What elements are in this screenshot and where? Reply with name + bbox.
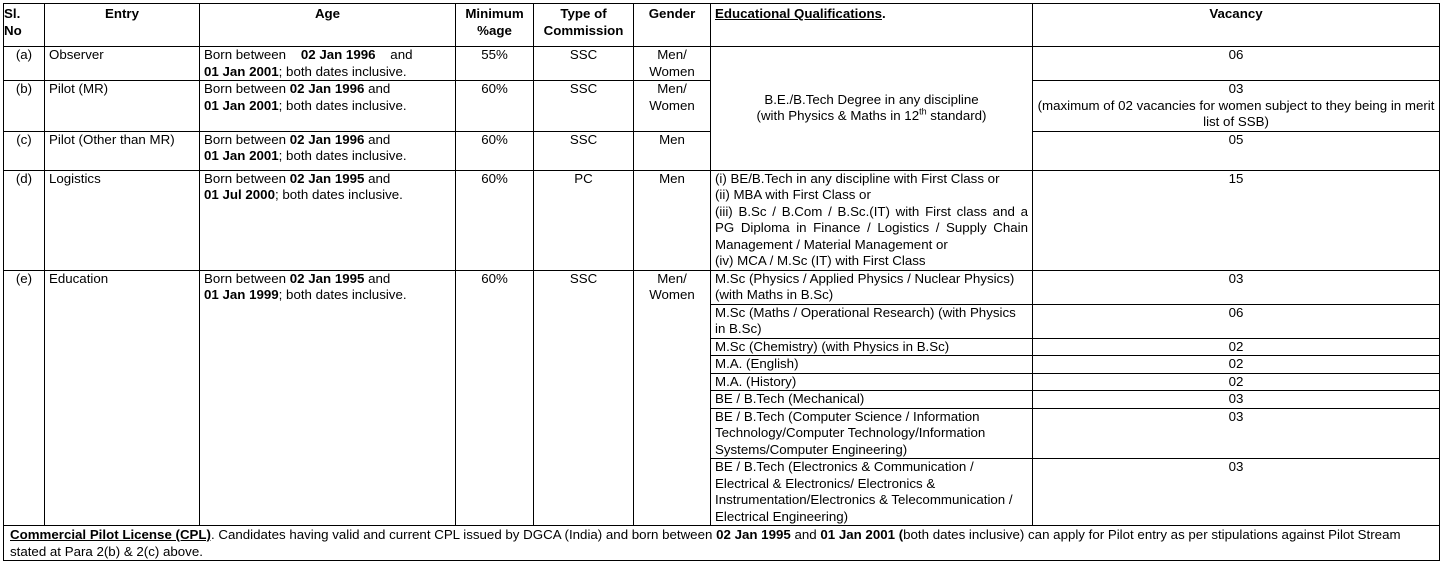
- education-qualification-cell: M.Sc (Maths / Operational Research) (with Physics in B.Sc): [711, 304, 1033, 338]
- education-qualification-cell: BE / B.Tech (Computer Science / Information Technology/Computer Technology/Information Systems/Computer Engineering): [711, 408, 1033, 459]
- min-pct-cell: 60%: [456, 81, 534, 132]
- min-pct-cell: 60%: [456, 270, 534, 526]
- header-vacancy: Vacancy: [1033, 4, 1440, 47]
- entry-eligibility-table: [3, 3, 1440, 561]
- sl-no-cell: (b): [4, 81, 45, 132]
- sl-no-cell: (e): [4, 270, 45, 526]
- gender-cell: Men: [634, 170, 711, 270]
- entry-cell: Pilot (MR): [45, 81, 200, 132]
- commission-cell: SSC: [534, 270, 634, 526]
- education-qualification-cell: BE / B.Tech (Electronics & Communication / Electrical & Electronics/ Electronics & Instrumentation/Electronics & Telecommunication / Electrical Engineering): [711, 459, 1033, 526]
- vacancy-cell: 05: [1033, 131, 1440, 170]
- header-commission: Type of Commission: [534, 4, 634, 47]
- age-cell: Born between 02 Jan 1995 and 01 Jan 1999; both dates inclusive.: [200, 270, 456, 526]
- header-entry: Entry: [45, 4, 200, 47]
- cpl-footer-note: Commercial Pilot License (CPL). Candidates having valid and current CPL issued by DGCA (India) and born between 02 Jan 1995 and 01 Jan 2001 (both dates inclusive) can apply for Pilot entry as per stipulations against Pilot Stream stated at Para 2(b) & 2(c) above.: [4, 526, 1440, 561]
- age-cell: Born between 02 Jan 1996 and 01 Jan 2001; both dates inclusive.: [200, 47, 456, 81]
- table-row: [4, 270, 1440, 304]
- age-cell: Born between 02 Jan 1996 and 01 Jan 2001; both dates inclusive.: [200, 81, 456, 132]
- education-qualification-cell: M.A. (History): [711, 373, 1033, 391]
- sl-no-cell: (c): [4, 131, 45, 170]
- gender-cell: Men: [634, 131, 711, 170]
- age-cell: Born between 02 Jan 1995 and 01 Jul 2000; both dates inclusive.: [200, 170, 456, 270]
- vacancy-cell: 03 (maximum of 02 vacancies for women subject to they being in merit list of SSB): [1033, 81, 1440, 132]
- commission-cell: SSC: [534, 47, 634, 81]
- gender-cell: Men/ Women: [634, 81, 711, 132]
- header-sl-no: Sl. No: [4, 4, 45, 47]
- vacancy-cell: 03: [1033, 270, 1440, 304]
- vacancy-cell: 15: [1033, 170, 1440, 270]
- cpl-heading: Commercial Pilot License (CPL): [10, 527, 211, 542]
- table-row: [4, 170, 1440, 270]
- pilot-qualification-cell: B.E./B.Tech Degree in any discipline (with Physics & Maths in 12th standard): [711, 47, 1033, 171]
- commission-cell: SSC: [534, 81, 634, 132]
- header-age: Age: [200, 4, 456, 47]
- vacancy-cell: 06: [1033, 304, 1440, 338]
- commission-cell: SSC: [534, 131, 634, 170]
- education-qualification-cell: M.A. (English): [711, 356, 1033, 374]
- vacancy-cell: 02: [1033, 338, 1440, 356]
- entry-cell: Pilot (Other than MR): [45, 131, 200, 170]
- sl-no-cell: (a): [4, 47, 45, 81]
- header-min-pct: Minimum %age: [456, 4, 534, 47]
- vacancy-cell: 03: [1033, 408, 1440, 459]
- age-cell: Born between 02 Jan 1996 and 01 Jan 2001; both dates inclusive.: [200, 131, 456, 170]
- vacancy-cell: 03: [1033, 391, 1440, 409]
- commission-cell: PC: [534, 170, 634, 270]
- min-pct-cell: 55%: [456, 47, 534, 81]
- gender-cell: Men/ Women: [634, 270, 711, 526]
- min-pct-cell: 60%: [456, 131, 534, 170]
- entry-cell: Observer: [45, 47, 200, 81]
- vacancy-cell: 03: [1033, 459, 1440, 526]
- logistics-qualification-cell: (i) BE/B.Tech in any discipline with First Class or (ii) MBA with First Class or (iii) B.Sc / B.Com / B.Sc.(IT) with First class and a PG Diploma in Finance / Logistics / Supply Chain Management / Material Management or (iv) MCA / M.Sc (IT) with First Class: [711, 170, 1033, 270]
- table-row: [4, 526, 1440, 561]
- education-qualification-cell: BE / B.Tech (Mechanical): [711, 391, 1033, 409]
- vacancy-cell: 06: [1033, 47, 1440, 81]
- min-pct-cell: 60%: [456, 170, 534, 270]
- education-qualification-cell: M.Sc (Physics / Applied Physics / Nuclear Physics) (with Maths in B.Sc): [711, 270, 1033, 304]
- entry-cell: Logistics: [45, 170, 200, 270]
- header-gender: Gender: [634, 4, 711, 47]
- education-qualification-cell: M.Sc (Chemistry) (with Physics in B.Sc): [711, 338, 1033, 356]
- vacancy-cell: 02: [1033, 373, 1440, 391]
- sl-no-cell: (d): [4, 170, 45, 270]
- table-row: [4, 47, 1440, 81]
- gender-cell: Men/ Women: [634, 47, 711, 81]
- header-qualifications: Educational Qualifications.: [711, 4, 1033, 47]
- entry-cell: Education: [45, 270, 200, 526]
- vacancy-cell: 02: [1033, 356, 1440, 374]
